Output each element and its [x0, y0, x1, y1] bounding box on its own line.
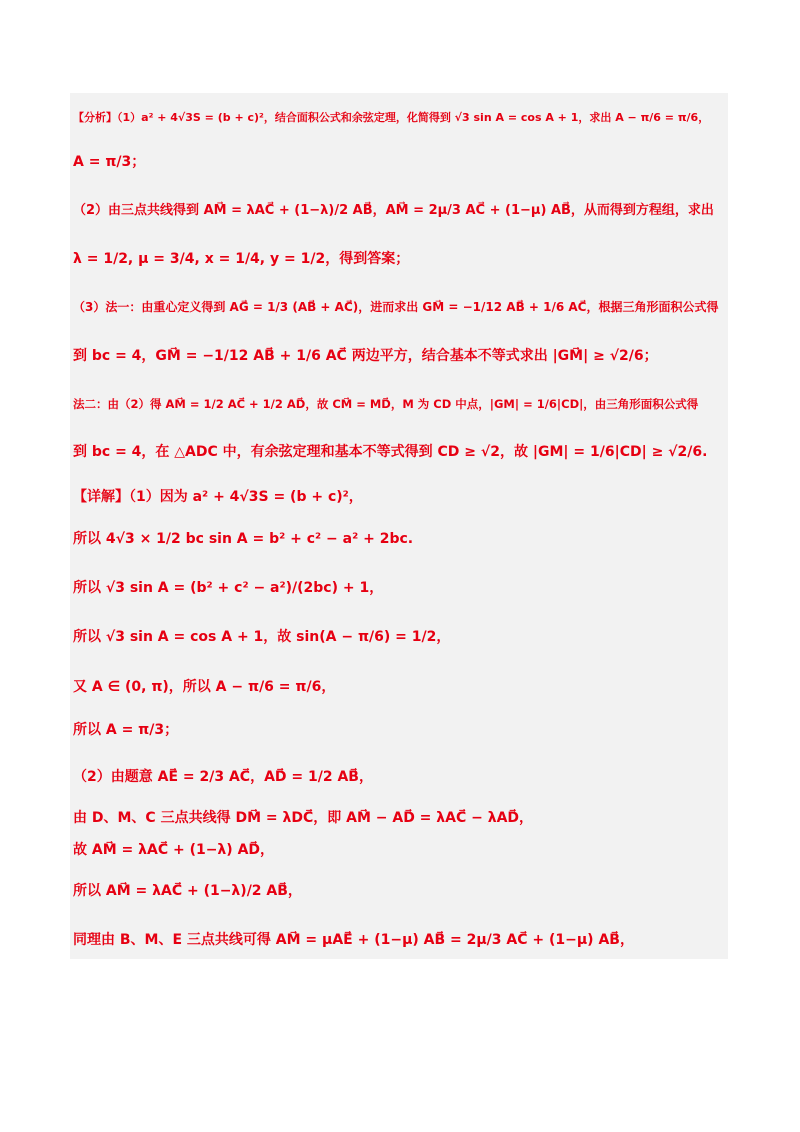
- text-line: 由 D、M、C 三点共线得 DM⃗ = λDC⃗，即 AM⃗ − AD⃗ = λAC⃗ − λAD⃗，: [73, 810, 534, 826]
- text-line: 到 bc = 4，在 △ADC 中，有余弦定理和基本不等式得到 CD ≥ √2，故 |GM| = 1/6|CD| ≥ √2/6.: [73, 444, 708, 460]
- text-line: 又 A ∈ (0, π)，所以 A − π/6 = π/6，: [73, 679, 336, 695]
- text-line: （3）法一：由重心定义得到 AG⃗ = 1/3 (AB⃗ + AC⃗)，进而求出 GM⃗ = −1/12 AB⃗ + 1/6 AC⃗，根据三角形面积公式得: [73, 300, 719, 314]
- text-line: 所以 √3 sin A = cos A + 1，故 sin(A − π/6) = 1/2，: [73, 629, 451, 645]
- text-line: （2）由三点共线得到 AM⃗ = λAC⃗ + (1−λ)/2 AB⃗，AM⃗ = 2μ/3 AC⃗ + (1−μ) AB⃗，从而得到方程组，求出: [73, 203, 714, 218]
- text-line: λ = 1/2, μ = 3/4, x = 1/4, y = 1/2，得到答案；: [73, 251, 410, 267]
- text-line: （2）由题意 AE⃗ = 2/3 AC⃗，AD⃗ = 1/2 AB⃗，: [73, 769, 373, 785]
- text-line: 所以 AM⃗ = λAC⃗ + (1−λ)/2 AB⃗，: [73, 883, 302, 899]
- text-line: 同理由 B、M、E 三点共线可得 AM⃗ = μAE⃗ + (1−μ) AB⃗ = 2μ/3 AC⃗ + (1−μ) AB⃗，: [73, 932, 634, 948]
- text-line: 所以 A = π/3；: [73, 722, 179, 738]
- solution-panel: [70, 93, 728, 959]
- text-line: 法二：由（2）得 AM⃗ = 1/2 AC⃗ + 1/2 AD⃗，故 CM⃗ = MD⃗，M 为 CD 中点，|GM| = 1/6|CD|，由三角形面积公式得: [73, 397, 699, 411]
- text-line: 【详解】（1）因为 a² + 4√3S = (b + c)²，: [73, 489, 363, 505]
- text-line: 所以 4√3 × 1/2 bc sin A = b² + c² − a² + 2bc.: [73, 531, 414, 547]
- text-line: 故 AM⃗ = λAC⃗ + (1−λ) AD⃗，: [73, 842, 275, 858]
- text-line: 所以 √3 sin A = (b² + c² − a²)/(2bc) + 1，: [73, 580, 384, 596]
- text-line: 【分析】（1）a² + 4√3S = (b + c)²，结合面积公式和余弦定理，化简得到 √3 sin A = cos A + 1，求出 A − π/6 = π/6，: [73, 111, 710, 124]
- text-line: A = π/3；: [73, 154, 146, 170]
- text-line: 到 bc = 4，GM⃗ = −1/12 AB⃗ + 1/6 AC⃗ 两边平方，结合基本不等式求出 |GM⃗| ≥ √2/6；: [73, 348, 658, 364]
